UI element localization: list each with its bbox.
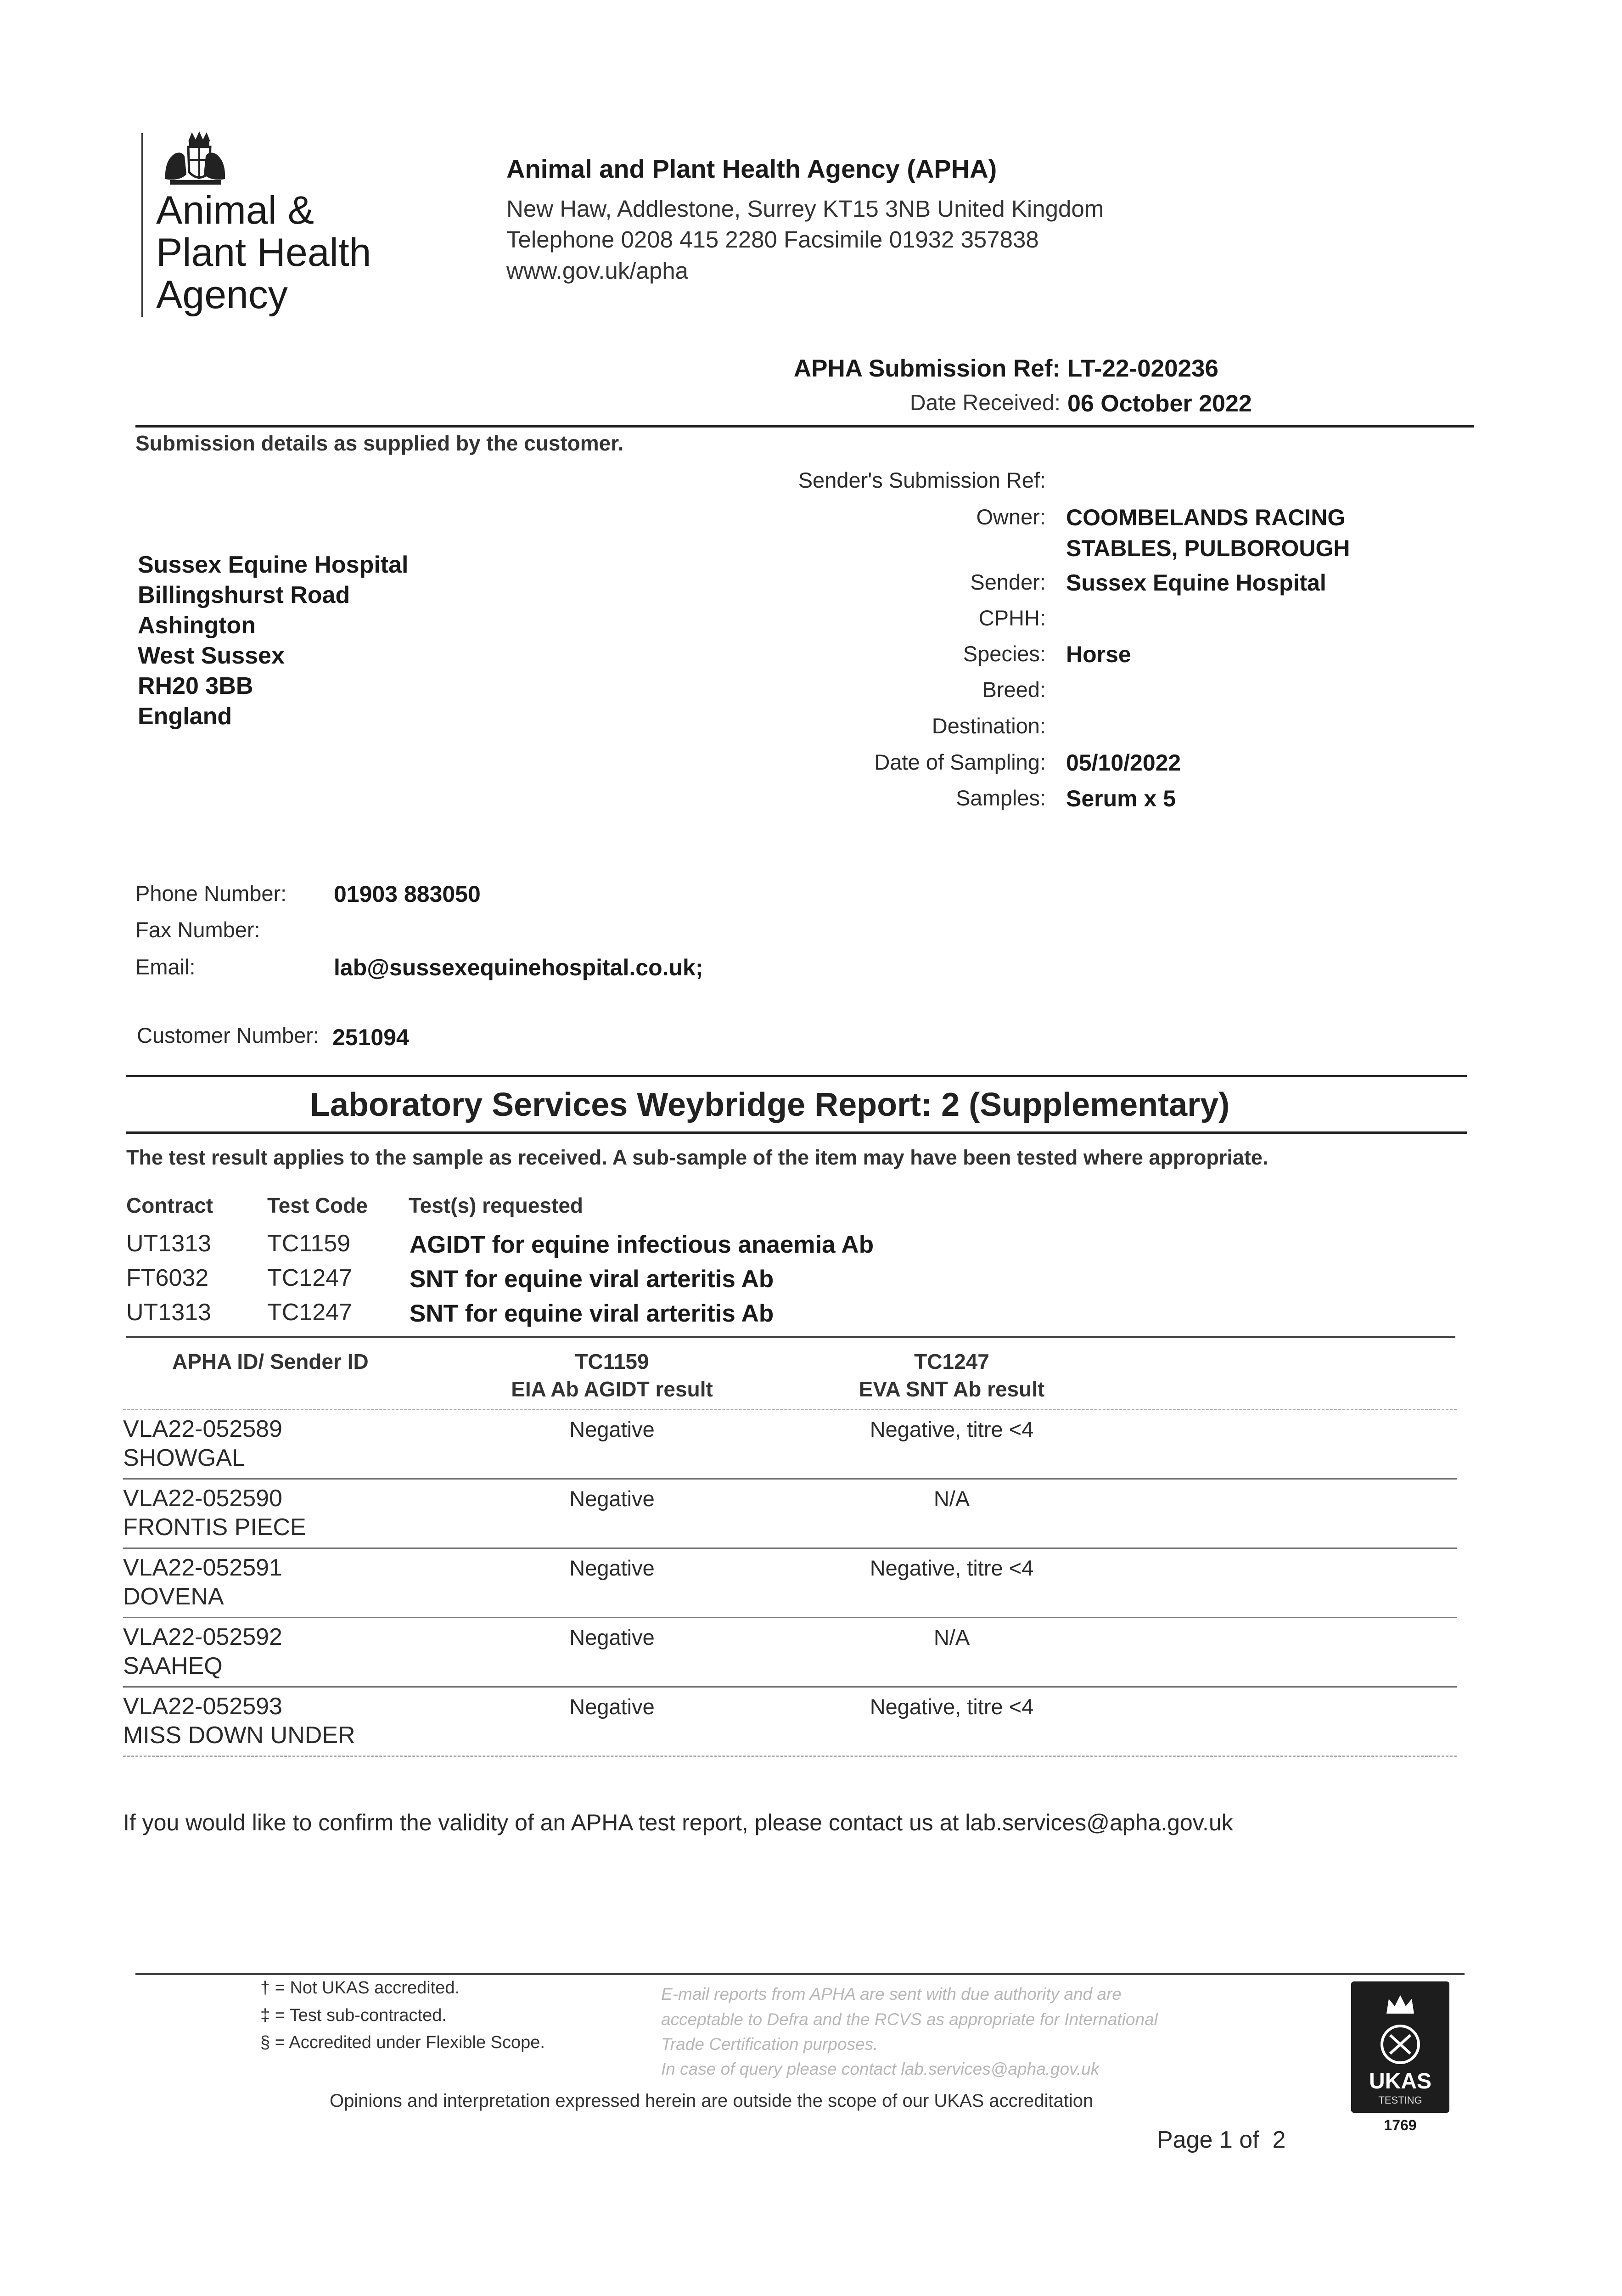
address-line: Billingshurst Road [138, 582, 350, 608]
eva-result: N/A [933, 1625, 970, 1649]
fax-label: Fax Number: [135, 917, 260, 942]
agency-telephone: Telephone 0208 415 2280 Facsimile 01932 357838 [506, 226, 1039, 253]
test-code-header: Test Code [267, 1193, 368, 1217]
sender-ref-label: Sender's Submission Ref: [798, 468, 1046, 492]
eva-code-header: TC1247 [914, 1350, 989, 1373]
test-code: TC1159 [267, 1230, 351, 1257]
sample-id: VLA22-052593 [123, 1693, 282, 1720]
ukas-badge [1351, 1981, 1449, 2113]
sample-id: VLA22-052591 [123, 1554, 282, 1581]
contract-header: Contract [126, 1193, 213, 1217]
legend-not-accredited: † = Not UKAS accredited. [260, 1978, 460, 1998]
agency-website: www.gov.uk/apha [506, 258, 688, 284]
test-code: TC1247 [267, 1299, 352, 1326]
page-number: Page 1 of 2 [1157, 2127, 1286, 2153]
details-caption: Submission details as supplied by the customer. [135, 431, 624, 455]
owner-value-line2: STABLES, PULBOROUGH [1066, 535, 1350, 561]
samples-value: Serum x 5 [1066, 786, 1176, 811]
divider [135, 1973, 1465, 1975]
test-contract: UT1313 [126, 1299, 211, 1326]
breed-label: Breed: [982, 677, 1046, 702]
ukas-number: 1769 [1384, 2117, 1417, 2133]
eia-result: Negative [569, 1625, 655, 1649]
logo-text [156, 189, 371, 316]
sender-label: Sender: [970, 570, 1046, 594]
customer-address [138, 550, 409, 732]
date-received-label: Date Received: [909, 391, 1061, 415]
date-of-sampling-label: Date of Sampling: [874, 750, 1046, 774]
species-label: Species: [963, 642, 1046, 666]
test-contract: UT1313 [126, 1230, 211, 1257]
sample-id: VLA22-052589 [123, 1416, 282, 1442]
test-name: AGIDT for equine infectious anaemia Ab [410, 1231, 874, 1258]
eia-result: Negative [569, 1417, 655, 1441]
eia-result: Negative [569, 1694, 655, 1719]
agency-address: New Haw, Addlestone, Surrey KT15 3NB United Kingdom [506, 196, 1104, 222]
divider [126, 1131, 1467, 1134]
sample-name: MISS DOWN UNDER [123, 1722, 355, 1749]
email-label: Email: [135, 955, 196, 979]
address-line: RH20 3BB [138, 673, 253, 699]
customer-number-label: Customer Number: [137, 1023, 319, 1047]
eia-result-header: EIA Ab AGIDT result [511, 1377, 713, 1401]
owner-value-line1: COOMBELANDS RACING [1066, 505, 1346, 530]
crown-icon [1351, 1986, 1449, 2023]
address-line: Ashington [138, 612, 256, 639]
test-name: SNT for equine viral arteritis Ab [410, 1300, 774, 1327]
opinions-note: Opinions and interpretation expressed herein are outside the scope of our UKAS accreditation [330, 2091, 1094, 2111]
destination-label: Destination: [932, 714, 1046, 738]
sample-id: VLA22-052592 [123, 1624, 282, 1650]
sample-name: DOVENA [123, 1583, 224, 1610]
ukas-label: UKAS [1369, 2069, 1431, 2093]
eia-code-header: TC1159 [575, 1350, 649, 1373]
sample-name: FRONTIS PIECE [123, 1514, 306, 1541]
samples-label: Samples: [956, 786, 1046, 810]
phone-label: Phone Number: [135, 881, 287, 906]
divider [126, 1075, 1467, 1077]
royal-coat-of-arms-icon [156, 129, 234, 191]
row-divider [123, 1617, 1457, 1618]
address-line: England [138, 703, 232, 730]
logo-line: Animal & [156, 188, 314, 232]
divider [135, 425, 1474, 428]
sample-id: VLA22-052590 [123, 1485, 282, 1512]
sample-name: SHOWGAL [123, 1445, 245, 1471]
sender-value: Sussex Equine Hospital [1066, 570, 1326, 596]
species-value: Horse [1066, 642, 1131, 667]
row-divider [123, 1548, 1457, 1549]
sample-name: SAAHEQ [123, 1653, 223, 1679]
submission-ref-label: APHA Submission Ref: [793, 355, 1061, 382]
divider [123, 1409, 1457, 1410]
logo-rule [141, 133, 143, 317]
phone-value: 01903 883050 [334, 881, 481, 907]
ukas-sub: TESTING [1378, 2094, 1422, 2106]
eva-result: Negative, titre <4 [870, 1556, 1034, 1580]
email-note-line: acceptable to Defra and the RCVS as appropriate for International [661, 2010, 1158, 2029]
legend-sub-contracted: ‡ = Test sub-contracted. [260, 2006, 447, 2025]
tests-requested-header: Test(s) requested [409, 1193, 584, 1217]
owner-label: Owner: [976, 505, 1046, 529]
row-divider [123, 1478, 1457, 1480]
eva-result-header: EVA SNT Ab result [859, 1377, 1045, 1401]
eia-result: Negative [569, 1556, 655, 1580]
eva-result: Negative, titre <4 [870, 1417, 1034, 1441]
apha-id-header: APHA ID/ Sender ID [172, 1350, 369, 1373]
date-received-value: 06 October 2022 [1067, 390, 1252, 417]
email-note-line: E-mail reports from APHA are sent with due authority and are [661, 1985, 1122, 2003]
test-code: TC1247 [267, 1265, 352, 1291]
agency-name: Animal and Plant Health Agency (APHA) [506, 154, 997, 183]
address-line: Sussex Equine Hospital [138, 551, 409, 578]
test-name: SNT for equine viral arteritis Ab [410, 1266, 774, 1293]
test-contract: FT6032 [126, 1265, 209, 1291]
row-divider [123, 1756, 1457, 1757]
address-line: West Sussex [138, 642, 285, 669]
ukas-tick-icon [1351, 2019, 1449, 2070]
row-divider [123, 1686, 1457, 1688]
eva-result: Negative, titre <4 [870, 1694, 1034, 1719]
customer-number-value: 251094 [332, 1024, 409, 1050]
email-value: lab@sussexequinehospital.co.uk; [334, 955, 703, 980]
date-of-sampling-value: 05/10/2022 [1066, 750, 1181, 776]
logo-line: Agency [156, 273, 288, 317]
email-note-line: Trade Certification purposes. [661, 2035, 878, 2054]
submission-ref-value: LT-22-020236 [1067, 355, 1218, 382]
report-title: Laboratory Services Weybridge Report: 2 (Supplementary) [310, 1086, 1230, 1123]
report-note: The test result applies to the sample as received. A sub-sample of the item may have been tested where appropriate. [126, 1146, 1268, 1169]
logo-line: Plant Health [156, 231, 371, 275]
validity-note: If you would like to confirm the validity of an APHA test report, please contact us at lab.services@apha.gov.uk [123, 1810, 1233, 1835]
cphh-label: CPHH: [978, 606, 1046, 630]
divider [126, 1336, 1455, 1338]
eia-result: Negative [569, 1486, 655, 1511]
legend-flexible-scope: § = Accredited under Flexible Scope. [260, 2033, 545, 2052]
eva-result: N/A [933, 1486, 970, 1511]
query-note: In case of query please contact lab.services@apha.gov.uk [661, 2060, 1100, 2078]
